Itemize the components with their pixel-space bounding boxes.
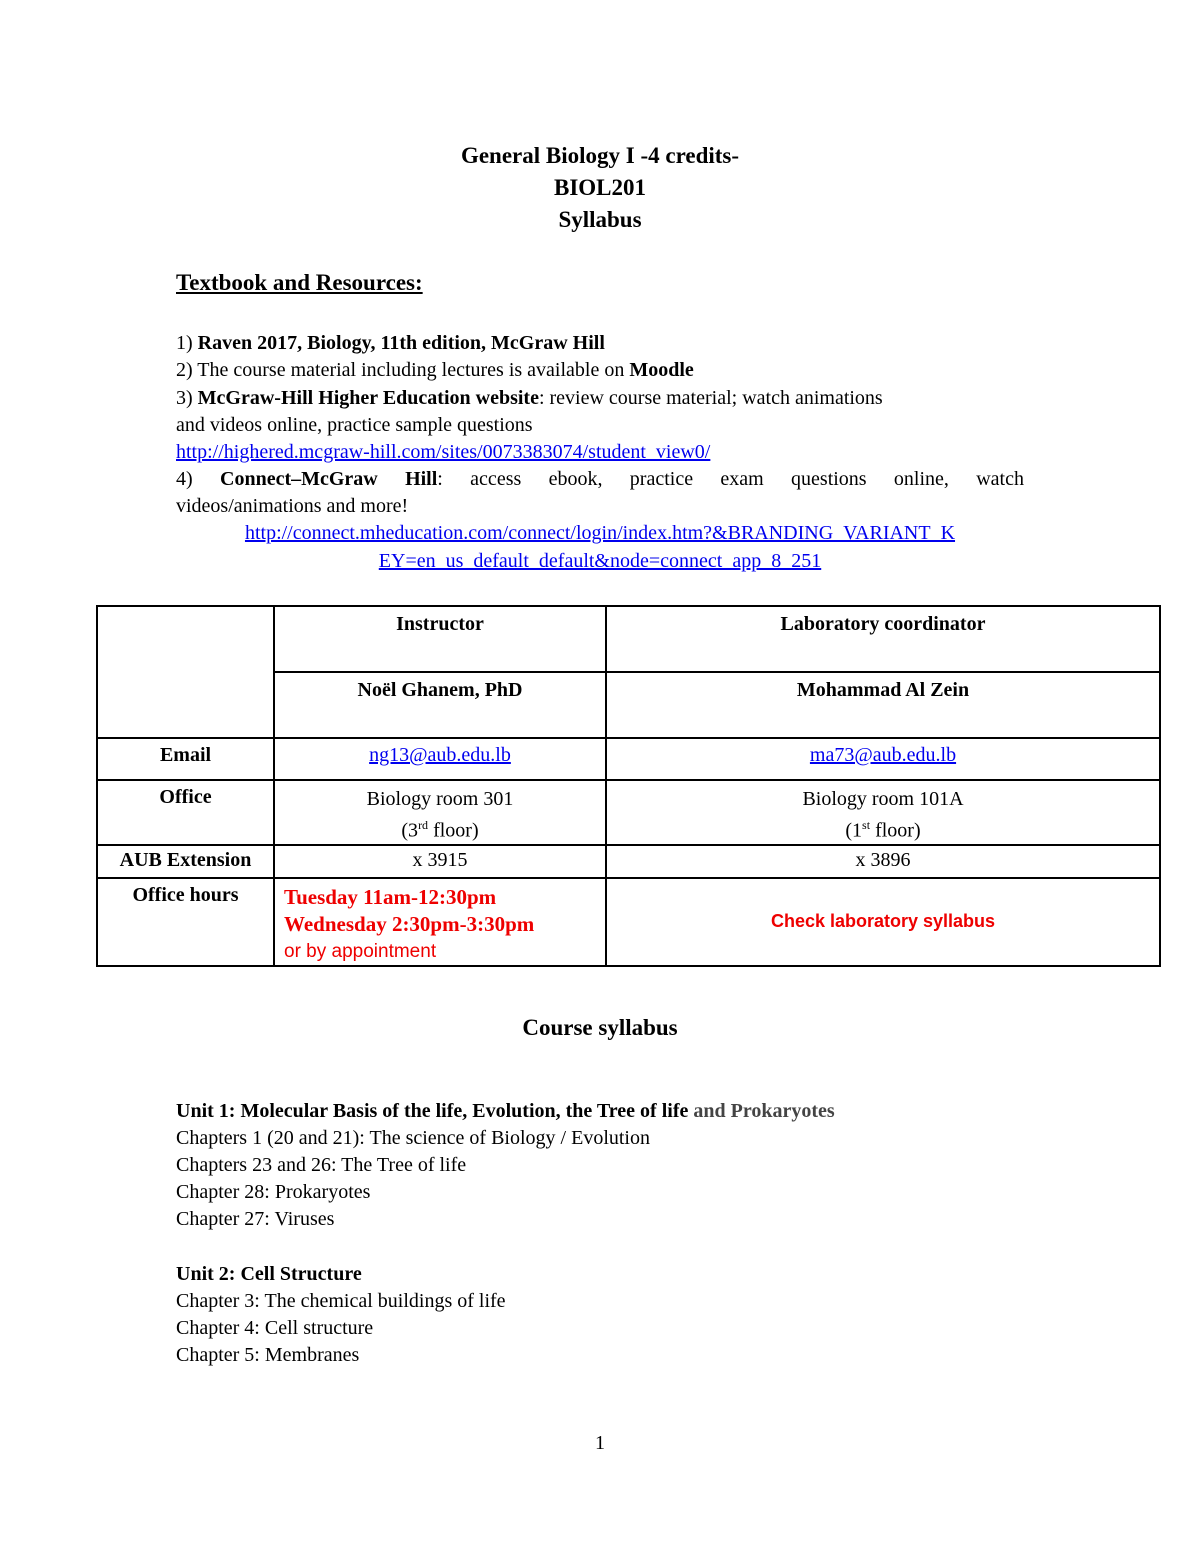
unit-2-chapter: Chapter 3: The chemical buildings of life [176,1290,506,1312]
unit-2-chapter: Chapter 4: Cell structure [176,1317,374,1339]
instructor-extension: x 3915 [274,845,606,878]
instructor-email-link[interactable]: ng13@aub.edu.lb [369,744,511,766]
resource-item-4-text: : access ebook, practice exam questions online, watch [437,468,1024,490]
resource-item-3-number: 3) [176,387,198,409]
coordinator-office-floor: (1st floor) [845,818,921,842]
connect-link-part1[interactable]: http://connect.mheducation.com/connect/login/index.htm?&BRANDING_VARIANT_K [244,522,956,544]
course-syllabus-heading: Course syllabus [522,1015,678,1040]
coordinator-office [606,780,1160,845]
table-corner-cell [97,606,274,738]
unit-2-chapter: Chapter 5: Membranes [176,1344,360,1366]
office-hours-appointment: or by appointment [284,940,437,962]
document-title: General Biology I -4 credits- [460,143,740,168]
instructor-office-hours [274,878,606,966]
unit-1-chapter: Chapter 28: Prokaryotes [176,1181,371,1203]
resource-item-4-number: 4) [176,468,220,490]
instructor-name: Noël Ghanem, PhD [274,672,606,738]
office-hours-label: Office hours [97,878,274,966]
unit-1-title: Unit 1: Molecular Basis of the life, Evolution, the Tree of life and Prokaryotes [176,1100,835,1122]
coordinator-header: Laboratory coordinator [606,606,1160,672]
resource-item-1-number: 1) [176,332,198,354]
coordinator-name: Mohammad Al Zein [606,672,1160,738]
highered-link[interactable]: http://highered.mcgraw-hill.com/sites/0073383074/student_view0/ [176,441,711,463]
unit-2-title: Unit 2: Cell Structure [176,1263,362,1285]
resource-item-2-text: 2) The course material including lectures is available on [176,359,630,381]
instructor-header: Instructor [274,606,606,672]
resource-item-2-moodle: Moodle [629,359,694,381]
resource-item-1-title: Raven 2017, Biology, 11th edition, McGraw Hill [197,332,605,354]
coordinator-office-room: Biology room 101A [802,788,964,810]
resource-item-4 [176,468,1024,491]
course-code: BIOL201 [553,175,647,200]
contact-table [96,605,1161,967]
connect-link-part2[interactable]: EY=en_us_default_default&node=connect_app_8_251 [378,550,822,572]
resource-item-3-line2: and videos online, practice sample questions [176,414,533,436]
office-label: Office [97,780,274,845]
office-hours-tuesday: Tuesday 11am-12:30pm [284,884,497,909]
coordinator-email-link[interactable]: ma73@aub.edu.lb [809,744,957,766]
unit-1-chapter: Chapters 1 (20 and 21): The science of Biology / Evolution [176,1127,650,1149]
resources-heading: Textbook and Resources: [176,270,423,295]
office-hours-wednesday: Wednesday 2:30pm-3:30pm [284,911,535,936]
unit-1-chapter: Chapter 27: Viruses [176,1208,335,1230]
resource-item-4-line2: videos/animations and more! [176,495,409,517]
resource-item-1 [176,332,605,355]
unit-1-chapter: Chapters 23 and 26: The Tree of life [176,1154,467,1176]
resource-item-3-text: : review course material; watch animations [538,387,883,409]
instructor-office-room: Biology room 301 [366,788,514,810]
email-label: Email [97,738,274,780]
coordinator-extension: x 3896 [606,845,1160,878]
coordinator-office-hours: Check laboratory syllabus [606,878,1160,966]
page-number: 1 [595,1432,605,1454]
instructor-office-floor: (3rd floor) [401,818,479,842]
resource-item-3-title: McGraw-Hill Higher Education website [197,387,539,409]
resource-item-4-title: Connect–McGraw Hill [220,468,438,490]
extension-label: AUB Extension [97,845,274,878]
resource-item-3 [176,387,883,410]
unit-1-title-prokaryotes: and Prokaryotes [693,1100,835,1122]
resource-item-2 [176,359,694,382]
document-subtitle: Syllabus [558,207,642,232]
instructor-office [274,780,606,845]
